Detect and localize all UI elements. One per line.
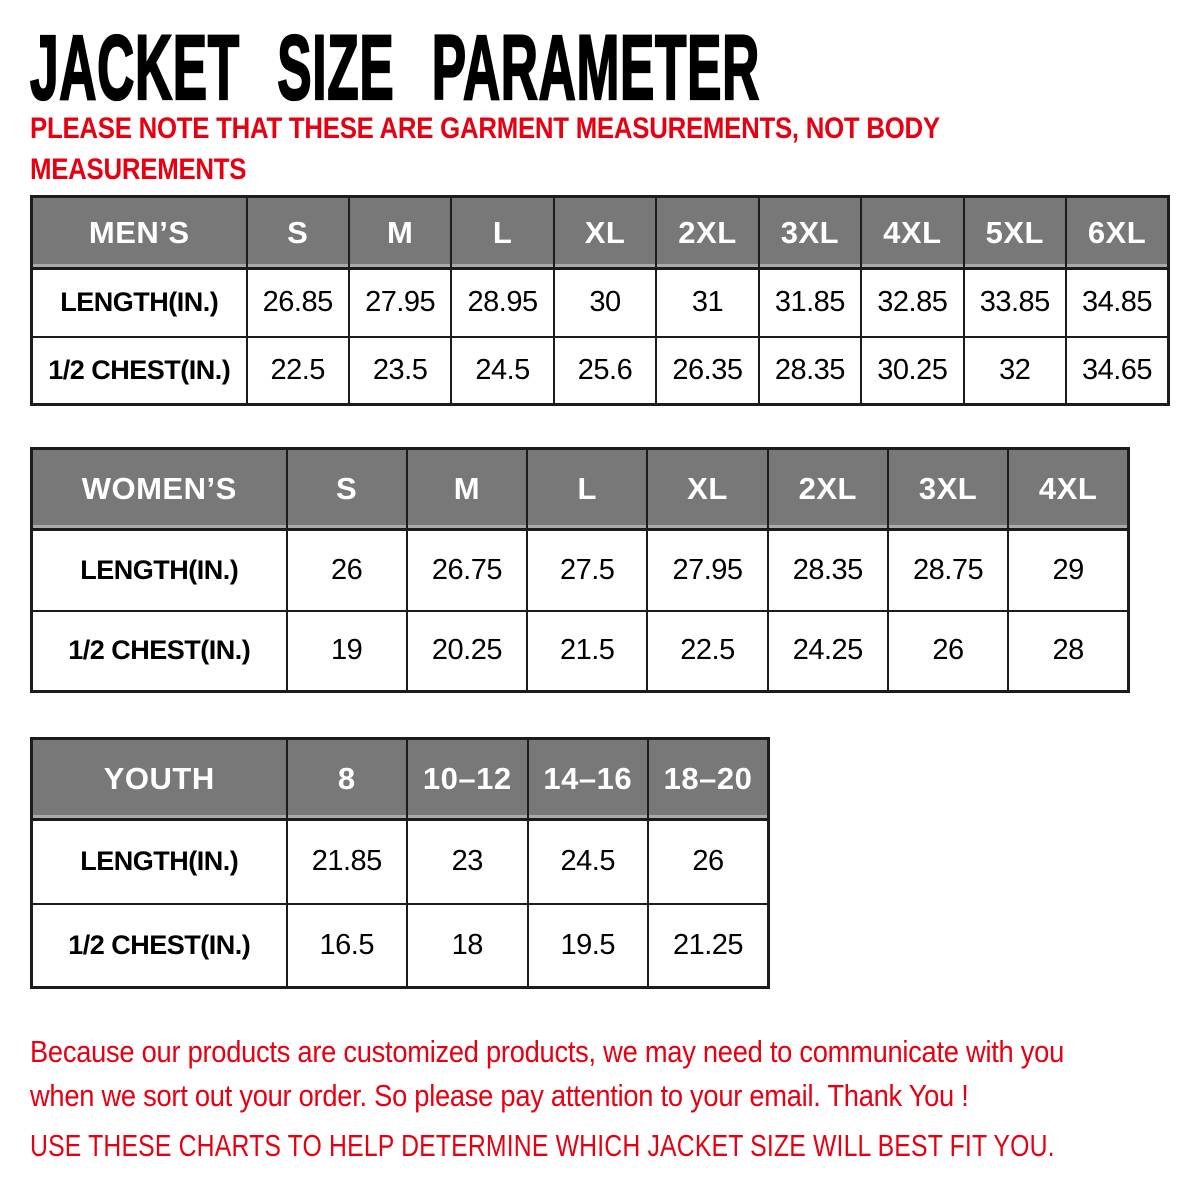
value-cell: 31 <box>656 269 758 337</box>
value-cell: 31.85 <box>759 269 861 337</box>
value-cell: 34.85 <box>1066 269 1169 337</box>
notice-line-2: when we sort out your order. So please pay attention to your email. Thank You ! <box>30 1078 969 1114</box>
row-label-chest: 1/2 CHEST(IN.) <box>32 904 287 988</box>
womens-size-header: 3XL <box>888 449 1008 530</box>
womens-size-table <box>30 447 1130 693</box>
womens-header-row <box>32 449 1129 530</box>
row-label-chest: 1/2 CHEST(IN.) <box>32 337 247 405</box>
value-cell: 22.5 <box>247 337 349 405</box>
mens-size-table <box>30 195 1170 406</box>
value-cell: 24.25 <box>768 611 888 692</box>
chart-usage-hint: USE THESE CHARTS TO HELP DETERMINE WHICH JACKET SIZE WILL BEST FIT YOU. <box>30 1128 1055 1163</box>
value-cell: 18 <box>407 904 528 988</box>
garment-measurement-note <box>30 108 940 190</box>
womens-length-row <box>32 530 1129 611</box>
value-cell: 34.65 <box>1066 337 1169 405</box>
value-cell: 32 <box>964 337 1066 405</box>
row-label-chest: 1/2 CHEST(IN.) <box>32 611 287 692</box>
value-cell: 21.85 <box>287 820 408 904</box>
value-cell: 21.5 <box>527 611 647 692</box>
mens-size-header: M <box>349 197 451 269</box>
mens-size-header: XL <box>554 197 656 269</box>
value-cell: 26.85 <box>247 269 349 337</box>
value-cell: 28.35 <box>768 530 888 611</box>
mens-size-header: L <box>451 197 553 269</box>
page-title: JACKET SIZE PARAMETER <box>30 15 760 120</box>
value-cell: 24.5 <box>451 337 553 405</box>
youth-size-table <box>30 737 770 989</box>
value-cell: 30 <box>554 269 656 337</box>
value-cell: 28.75 <box>888 530 1008 611</box>
mens-table-title: MEN’S <box>32 197 247 269</box>
value-cell: 25.6 <box>554 337 656 405</box>
mens-size-header: 2XL <box>656 197 758 269</box>
note-line-1: PLEASE NOTE THAT THESE ARE GARMENT MEASUREMENTS, NOT BODY <box>30 112 940 145</box>
row-label-length: LENGTH(IN.) <box>32 530 287 611</box>
value-cell: 16.5 <box>287 904 408 988</box>
youth-size-header: 8 <box>287 739 408 820</box>
womens-table-title: WOMEN’S <box>32 449 287 530</box>
youth-size-header: 18–20 <box>648 739 769 820</box>
note-line-2: MEASUREMENTS <box>30 153 247 187</box>
womens-size-header: 2XL <box>768 449 888 530</box>
mens-size-header: 6XL <box>1066 197 1169 269</box>
mens-size-header: 5XL <box>964 197 1066 269</box>
mens-size-header: 3XL <box>759 197 861 269</box>
value-cell: 23 <box>407 820 528 904</box>
value-cell: 26.75 <box>407 530 527 611</box>
youth-size-header: 10–12 <box>407 739 528 820</box>
womens-size-header: XL <box>647 449 767 530</box>
mens-chest-row <box>32 337 1169 405</box>
value-cell: 24.5 <box>528 820 649 904</box>
notice-line-1: Because our products are customized products, we may need to communicate with you <box>30 1034 1064 1069</box>
value-cell: 28.35 <box>759 337 861 405</box>
womens-size-header: M <box>407 449 527 530</box>
value-cell: 20.25 <box>407 611 527 692</box>
customization-notice <box>30 1030 1064 1118</box>
womens-size-header: L <box>527 449 647 530</box>
value-cell: 28.95 <box>451 269 553 337</box>
mens-length-row <box>32 269 1169 337</box>
value-cell: 30.25 <box>861 337 963 405</box>
womens-size-header: S <box>287 449 407 530</box>
value-cell: 27.5 <box>527 530 647 611</box>
value-cell: 27.95 <box>349 269 451 337</box>
mens-size-header: 4XL <box>861 197 963 269</box>
value-cell: 32.85 <box>861 269 963 337</box>
value-cell: 19 <box>287 611 407 692</box>
value-cell: 23.5 <box>349 337 451 405</box>
value-cell: 21.25 <box>648 904 769 988</box>
value-cell: 26 <box>287 530 407 611</box>
value-cell: 22.5 <box>647 611 767 692</box>
youth-chest-row <box>32 904 769 988</box>
youth-length-row <box>32 820 769 904</box>
womens-chest-row <box>32 611 1129 692</box>
youth-header-row <box>32 739 769 820</box>
mens-header-row <box>32 197 1169 269</box>
youth-table-title: YOUTH <box>32 739 287 820</box>
row-label-length: LENGTH(IN.) <box>32 820 287 904</box>
value-cell: 33.85 <box>964 269 1066 337</box>
value-cell: 28 <box>1008 611 1128 692</box>
value-cell: 27.95 <box>647 530 767 611</box>
value-cell: 26 <box>888 611 1008 692</box>
value-cell: 19.5 <box>528 904 649 988</box>
youth-size-header: 14–16 <box>528 739 649 820</box>
value-cell: 26 <box>648 820 769 904</box>
womens-size-header: 4XL <box>1008 449 1128 530</box>
value-cell: 29 <box>1008 530 1128 611</box>
mens-size-header: S <box>247 197 349 269</box>
row-label-length: LENGTH(IN.) <box>32 269 247 337</box>
value-cell: 26.35 <box>656 337 758 405</box>
